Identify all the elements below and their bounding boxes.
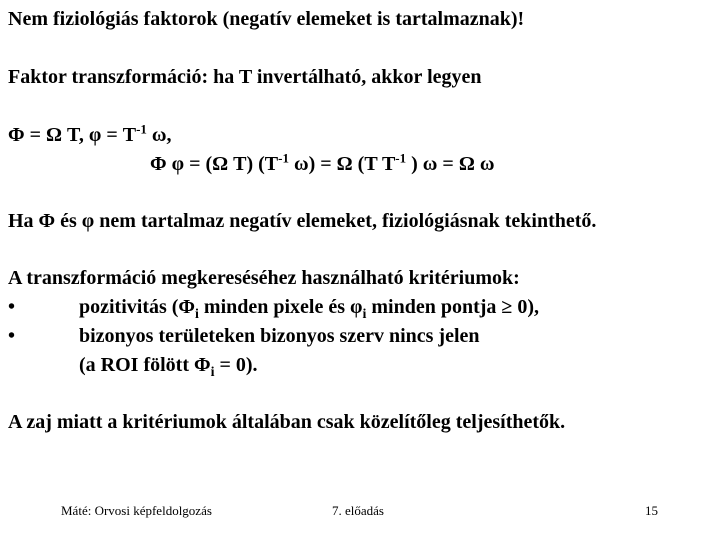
footer-lecture-number: 7. előadás <box>332 503 384 518</box>
formula2-part-2: ω) = Ω (T T <box>288 153 396 175</box>
criteria-item-text: bizonyos területeken bizonyos szerv nincs jelen <box>79 325 480 347</box>
formula2-exponent-1: -1 <box>278 150 289 166</box>
formula2-part-3: ) ω = Ω ω <box>406 153 495 175</box>
item1-part-1: pozitivitás (Φ <box>79 296 196 318</box>
intro-text: Faktor transzformáció: ha T invertálható, akkor legyen <box>8 66 482 88</box>
formula2-exponent-2: -1 <box>395 150 407 166</box>
item1-subscript-2: i <box>362 307 367 322</box>
physiological-statement: Ha Φ és φ nem tartalmaz negatív elemeket, fiziológiásnak tekinthető. <box>8 210 597 232</box>
formula-line-1 <box>8 121 172 147</box>
item2-cont-part-2: = 0). <box>214 354 258 376</box>
item1-part-2: minden pixele és φ <box>198 296 363 318</box>
formula-line-2 <box>150 150 495 176</box>
slide-title: Nem fiziológiás faktorok (negatív elemeket is tartalmaznak)! <box>8 8 525 30</box>
formula2-part-1: Φ φ = (Ω T) (T <box>150 153 279 175</box>
footer-page-number: 15 <box>645 503 658 518</box>
item1-subscript-1: i <box>195 307 199 322</box>
item1-part-3: minden pontja ≥ 0), <box>366 296 540 318</box>
bullet-symbol: • <box>8 296 16 318</box>
item2-cont-subscript: i <box>210 365 215 380</box>
criteria-heading: A transzformáció megkereséséhez használható kritériumok: <box>8 267 520 289</box>
footer-course-title: Máté: Orvosi képfeldolgozás <box>61 503 212 518</box>
item2-cont-part-1: (a ROI fölött Φ <box>79 354 211 376</box>
noise-note: A zaj miatt a kritériumok általában csak közelítőleg teljesíthetők. <box>8 411 566 433</box>
formula1-exponent: -1 <box>136 121 147 137</box>
formula1-part-a: Φ = Ω T, φ = T <box>8 124 137 146</box>
bullet-symbol: • <box>8 325 16 347</box>
criteria-item-organ-continued <box>79 354 258 380</box>
formula1-part-b: ω, <box>146 124 172 146</box>
criteria-item-text <box>79 296 540 322</box>
